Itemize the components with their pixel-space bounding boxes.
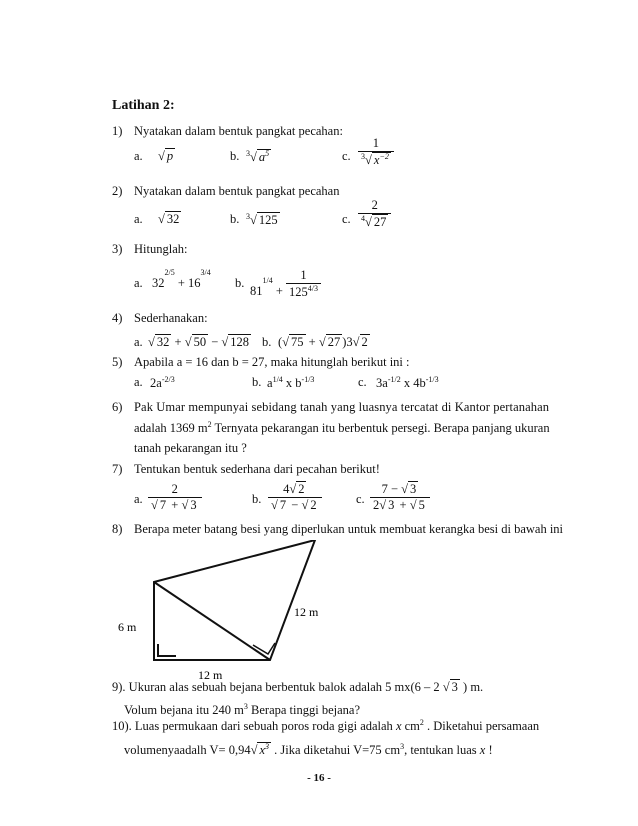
question-number: 4)	[112, 311, 123, 325]
question-3	[112, 242, 542, 302]
label-bottom: 12 m	[198, 668, 223, 682]
right-angle-mark-right	[253, 643, 275, 654]
option-a-label: a.	[134, 212, 143, 226]
question-line: Pak Umar mempunyai sebidang tanah yang luasnya tercatat di Kantor pertanahan	[134, 400, 550, 414]
question-text: Berapa meter batang besi yang diperlukan untuk membuat kerangka besi di bawah ini	[134, 522, 564, 536]
question-8	[112, 522, 564, 542]
option-b-expr: 811/4 + $\frac{1}{125^{4/3}}$	[250, 264, 321, 296]
frame-diagram	[100, 540, 340, 690]
frame-diagonal	[154, 582, 270, 660]
option-a-expr: √ 32	[158, 212, 180, 226]
question-line: 9). Ukuran alas sebuah bejana berbentuk balok adalah 5 mx(6 – 2 √ 3 ) m.	[112, 680, 484, 694]
option-b-label: b.	[252, 492, 262, 506]
question-10	[112, 718, 542, 768]
option-c-expr: $\frac{1}{^3√ x^{-2}}$	[358, 136, 394, 168]
question-2	[112, 184, 542, 234]
question-text: Sederhanakan:	[134, 311, 208, 325]
question-text: Tentukan bentuk sederhana dari pecahan berikut!	[134, 462, 380, 476]
option-c-label: c.	[358, 375, 367, 389]
question-7	[112, 462, 542, 518]
question-text: Nyatakan dalam bentuk pangkat pecahan:	[134, 124, 343, 138]
option-a-label: a.	[134, 492, 143, 506]
frame-outline	[154, 540, 315, 660]
option-b-label: b.	[252, 375, 262, 389]
option-b-expr: (√ 75 + √ 27 )3√ 2	[278, 335, 368, 349]
option-a-label: a.	[134, 276, 143, 290]
option-b-label: b.	[262, 335, 272, 349]
question-number: 7)	[112, 462, 123, 476]
question-number: 1)	[112, 124, 123, 138]
option-a-label: a.	[134, 149, 143, 163]
question-text: Nyatakan dalam bentuk pangkat pecahan	[134, 184, 340, 198]
option-b-expr: $^3$√ 125	[246, 212, 278, 228]
label-left: 6 m	[118, 620, 137, 634]
right-angle-mark-left	[158, 644, 176, 656]
option-b-expr: $^3$√ $a^5$	[246, 149, 270, 165]
option-a-expr: 322/5 + 163/4	[152, 268, 211, 290]
option-a-expr: √ 32 + √ 50 − √ 128	[148, 335, 249, 349]
question-line: adalah 1369 $m^2$ Ternyata pekarangan itu berbentuk persegi. Berapa panjang ukuran	[134, 420, 550, 436]
option-c-expr: $\frac{7 - √ 3}{2√ 3 + √ 5}$	[370, 482, 430, 513]
option-c-expr: $3a^{-1/2}$ x $4b^{-1/3}$	[376, 375, 439, 391]
question-number: 8)	[112, 522, 123, 536]
question-number: 5)	[112, 355, 123, 369]
question-1	[112, 124, 542, 184]
option-a-expr: $\frac{2}{√ 7 + √ 3}$	[148, 482, 202, 513]
section-title: Latihan 2:	[112, 98, 175, 113]
option-c-label: c.	[342, 149, 351, 163]
option-b-expr: $\frac{4√ 2}{√ 7 - √ 2}$	[268, 482, 322, 513]
page-number: - 16 -	[307, 772, 331, 784]
question-line: 10). Luas permukaan dari sebuah poros roda gigi adalah x $cm^2$ . Diketahui persamaan	[112, 718, 540, 734]
option-b-expr: $a^{1/4}$ x $b^{-1/3}$	[267, 375, 315, 391]
question-9	[112, 680, 542, 722]
option-c-expr: $\frac{2}{^4√ 27}$	[358, 198, 391, 230]
question-line: tanah pekarangan itu ?	[134, 441, 247, 455]
question-5	[112, 355, 542, 395]
question-text: Apabila a = 16 dan b = 27, maka hitunglah berikut ini :	[134, 355, 410, 369]
option-c-label: c.	[342, 212, 351, 226]
question-line: volumenyaadalh V= 0,94√ $x^3$ . Jika diketahui V=75 $cm^3$, tentukan luas x !	[124, 742, 493, 758]
option-b-label: b.	[230, 212, 240, 226]
question-number: 2)	[112, 184, 123, 198]
option-b-label: b.	[230, 149, 240, 163]
option-c-label: c.	[356, 492, 365, 506]
question-6	[112, 400, 550, 462]
question-text: Hitunglah:	[134, 242, 188, 256]
option-a-expr: $2a^{-2/3}$	[150, 375, 175, 391]
label-right: 12 m	[294, 605, 319, 619]
question-line: Volum bejana itu 240 $m^3$ Berapa tinggi bejana?	[124, 702, 361, 718]
option-a-label: a.	[134, 335, 143, 349]
option-a-label: a.	[134, 375, 143, 389]
option-a-expr: √ p	[158, 149, 174, 163]
question-number: 3)	[112, 242, 123, 256]
question-number: 6)	[112, 400, 123, 414]
question-4	[112, 311, 542, 351]
option-b-label: b.	[235, 276, 245, 290]
